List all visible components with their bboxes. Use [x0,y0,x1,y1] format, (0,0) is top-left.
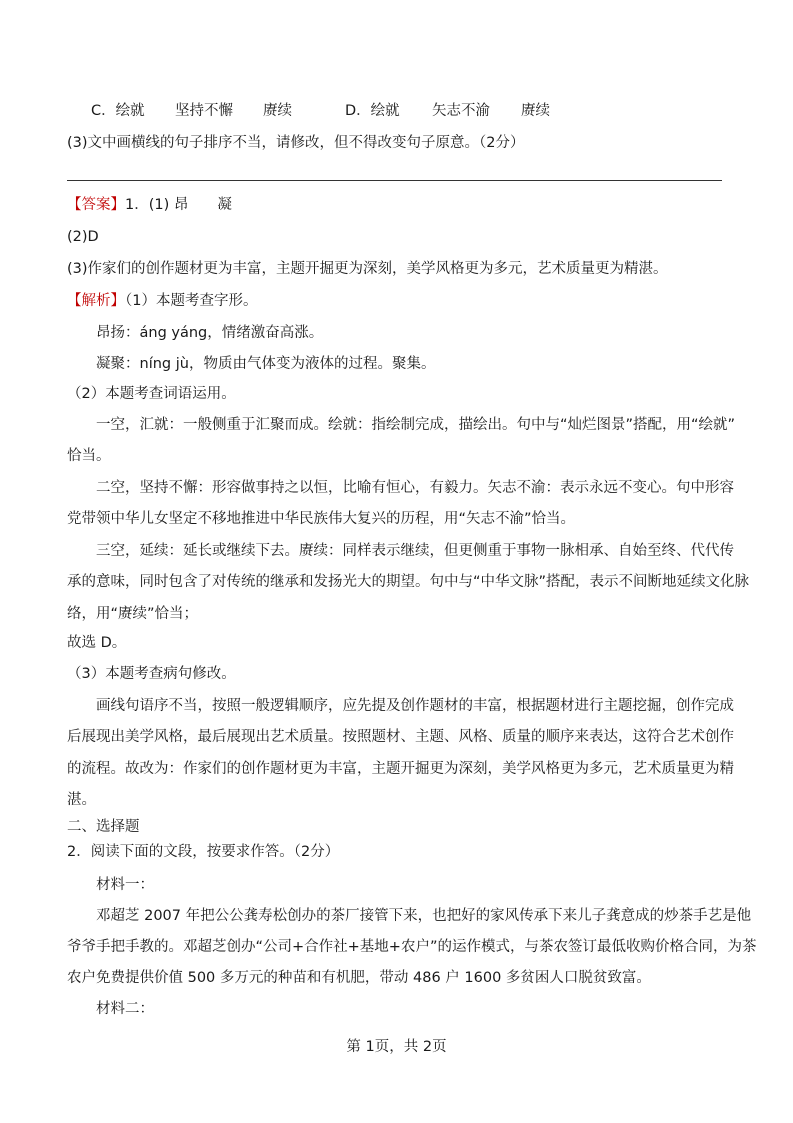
analysis-line-2: 昂扬：áng yáng，情绪激奋高涨。 [96,325,324,341]
material-2-title: 材料二： [96,1001,154,1017]
section-2-heading: 二、选择题 [67,819,140,835]
analysis-line-5b: 恰当。 [67,448,111,464]
analysis-line-6a: 二空，坚持不懈：形容做事持之以恒，比喻有恒心，有毅力。矢志不渝：表示永远不变心。句中形容 [96,480,734,496]
answer-text-1: 1．(1) 昂 凝 [125,197,232,213]
answer-line-1 [67,195,232,215]
analysis-tag: 【解析】 [67,293,125,309]
option-c-word2: 坚持不懈 [175,103,233,119]
option-d-word3: 赓续 [521,103,550,119]
analysis-text-1: （1）本题考查字形。 [125,293,258,309]
question-2: 2．阅读下面的文段，按要求作答。（2分） [67,844,340,860]
material-1-title: 材料一： [96,877,154,893]
analysis-line-5a: 一空，汇就：一般侧重于汇聚而成。绘就：指绘制完成，描绘出。句中与“灿烂图景”搭配，用“绘就” [96,417,736,433]
option-d-label: D．绘就 [345,103,400,119]
material-1-line-b: 爷爷手把手教的。邓超芝创办“公司+合作社+基地+农户”的运作模式，与茶农签订最低收购价格合同，为茶 [67,939,757,955]
material-1-line-c: 农户免费提供价值 500 多万元的种苗和有机肥，带动 486 户 1600 多贫困人口脱贫致富。 [67,970,651,986]
page-footer: 第 1页，共 2页 [346,1039,447,1055]
analysis-line-10c: 的流程。故改为：作家们的创作题材更为丰富，主题开掘更为深刻，美学风格更为多元，艺术质量更为精 [67,761,734,777]
analysis-line-7a: 三空，延续：延长或继续下去。赓续：同样表示继续，但更侧重于事物一脉相承、自始至终、代代传 [96,543,734,559]
analysis-line-6b: 党带领中华儿女坚定不移地推进中华民族伟大复兴的历程，用“矢志不渝”恰当。 [67,511,576,527]
analysis-line-9: （3）本题考查病句修改。 [67,666,236,682]
analysis-line-4: （2）本题考查词语运用。 [67,386,236,402]
answer-tag: 【答案】 [67,197,125,213]
option-c-label: C．绘就 [91,103,145,119]
question-3: (3)文中画横线的句子排序不当，请修改，但不得改变句子原意。（2分） [67,135,525,151]
analysis-line-10b: 后展现出美学风格，最后展现出艺术质量。按照题材、主题、风格、质量的顺序来表达，这符合艺术创作 [67,729,734,745]
option-d-word2: 矢志不渝 [432,103,490,119]
material-1-line-a: 邓超芝 2007 年把公公龚寿松创办的茶厂接管下来，也把好的家风传承下来儿子龚意成的炒茶手艺是他 [96,908,752,924]
analysis-line-3: 凝聚：níng jù，物质由气体变为液体的过程。聚集。 [96,356,436,372]
analysis-line-7b: 承的意味，同时包含了对传统的继承和发扬光大的期望。句中与“中华文脉”搭配，表示不间断地延续文化脉 [67,574,750,590]
analysis-line-7c: 络，用“赓续”恰当； [67,606,199,622]
divider [67,180,722,181]
answer-line-3: (3)作家们的创作题材更为丰富，主题开掘更为深刻，美学风格更为多元，艺术质量更为精湛。 [67,261,668,277]
analysis-line-8: 故选 D。 [67,635,127,651]
analysis-line-10d: 湛。 [67,792,96,808]
analysis-line-10a: 画线句语序不当，按照一般逻辑顺序，应先提及创作题材的丰富，根据题材进行主题挖掘，创作完成 [96,698,734,714]
analysis-line-1 [67,291,257,311]
option-c-word3: 赓续 [263,103,292,119]
answer-line-2: (2)D [67,229,99,245]
